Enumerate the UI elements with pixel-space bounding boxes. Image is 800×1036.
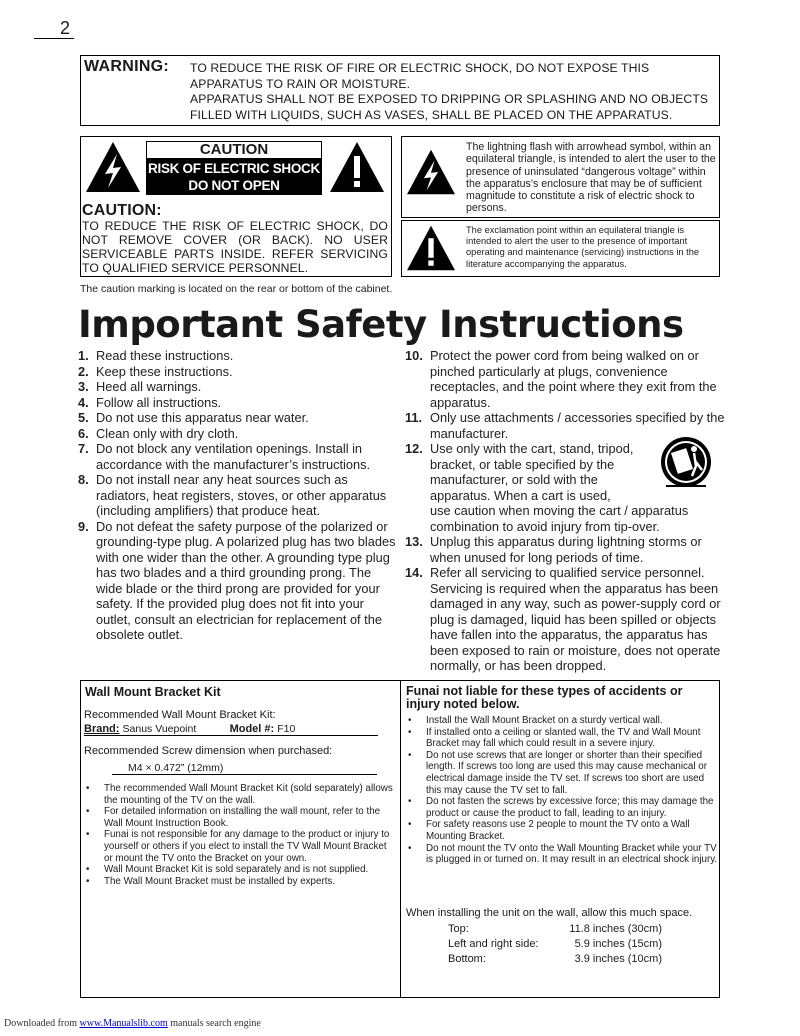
instruction-item: 10. Protect the power cord from being walked on or pinched particularly at plugs, convenience receptacles, and the point where they exit from the apparatus. [405, 348, 717, 410]
instruction-item: 5. Do not use this apparatus near water. [78, 410, 309, 425]
funai-liability-bullets [408, 715, 720, 866]
screw-dimension-value: M4 × 0.472” (12mm) [112, 762, 377, 775]
instruction-item-continued: use caution when moving the cart / apparatus combination to avoid injury from tip-over. [430, 503, 689, 534]
instruction-item: 6. Clean only with dry cloth. [78, 425, 239, 441]
list-item: • The Wall Mount Bracket must be installed by experts. [86, 875, 336, 887]
caution-heading: CAUTION: [82, 202, 162, 219]
instruction-item: 14. Refer all servicing to qualified service personnel. Servicing is required when the apparatus has been damaged in any way, such as power-supply cord or plug is damaged, liquid has been spilled or objects have fallen into the apparatus, the apparatus has been exposed to rain or moisture, does not operate normally, or has been dropped. [405, 565, 721, 673]
exclamation-symbol-icon [405, 224, 457, 272]
list-item: • For safety reasons use 2 people to mount the TV onto a Wall Mounting Bracket. [408, 819, 690, 842]
instruction-item: 4. Follow all instructions. [78, 394, 222, 410]
instruction-item: 2. Keep these instructions. [78, 363, 233, 379]
funai-liability-title: Funai not liable for these types of accidents or injury noted below. [406, 684, 683, 711]
instructions-left-column [78, 348, 398, 643]
wall-space-title: When installing the unit on the wall, allow this much space. [406, 907, 693, 919]
warning-label: WARNING: [84, 58, 170, 75]
lightning-symbol-icon [405, 148, 457, 196]
table-row: Left and right side: 5.9 inches (15cm) [448, 938, 662, 950]
list-item: • The recommended Wall Mount Bracket Kit (sold separately) allows the mounting of the TV on the wall. [86, 783, 393, 806]
table-row: Top: 11.8 inches (30cm) [448, 923, 662, 935]
instructions-right-column [405, 348, 725, 674]
wall-mount-divider [400, 680, 401, 998]
risk-of-shock-label [146, 159, 322, 195]
risk-line-1: RISK OF ELECTRIC SHOCK [148, 161, 320, 176]
list-item: • For detailed information on installing the wall mount, refer to the Wall Mount Instruction Book. [86, 806, 381, 829]
wall-mount-bullets [86, 783, 398, 887]
warning-line: APPARATUS SHALL NOT BE EXPOSED TO DRIPPING OR SPLASHING AND NO OBJECTS [190, 92, 709, 106]
table-row: Bottom: 3.9 inches (10cm) [448, 953, 662, 965]
list-item: • Do not mount the TV onto the Wall Mounting Bracket while your TV is plugged in or turned on. It may result in an electrical shock injury. [408, 842, 718, 866]
list-item: • Do not use screws that are longer or shorter than their specified length. If screws too long are used this may cause mechanical or electrical damage inside the TV set. If screws too short are used this may cause the TV set to fall. [408, 749, 707, 796]
lightning-warning-icon [84, 140, 142, 194]
wall-space-table [448, 922, 662, 967]
manualslib-link[interactable]: www.Manualslib.com [79, 1018, 168, 1029]
page-title: Important Safety Instructions [78, 303, 684, 346]
list-item: • Do not fasten the screws by excessive force; this may damage the product or cause the product to fall, leading to an injury. [408, 796, 714, 819]
instruction-item: 9. Do not defeat the safety purpose of the polarized or grounding-type plug. A polarized plug has two blades with one wider than the other. A grounding type plug has two blades and a third grounding prong. The wide blade or the third prong are provided for your safety. If the provided plug does not fit into your outlet, consult an electrician for replacement of the obsolete outlet. [78, 518, 396, 642]
instruction-item: 13. Unplug this apparatus during lightning storms or when unused for long periods of time. [405, 534, 702, 565]
instruction-item: 7. Do not block any ventilation openings. Install in accordance with the manufacturer’s instructions. [78, 441, 371, 472]
risk-line-2: DO NOT OPEN [188, 178, 280, 193]
caution-note: The caution marking is located on the rear or bottom of the cabinet. [80, 283, 393, 295]
caution-body: TO REDUCE THE RISK OF ELECTRIC SHOCK, DO NOT REMOVE COVER (OR BACK). NO USER SERVICEABLE PARTS INSIDE. REFER SERVICING TO QUALIFIED SERVICE PERSONNEL. [82, 219, 388, 275]
list-item: • If installed onto a ceiling or slanted wall, the TV and Wall Mount Bracket may fall which could result in a severe injury. [408, 726, 701, 750]
instruction-item: 1. Read these instructions. [78, 348, 234, 363]
instruction-item: 3. Heed all warnings. [78, 379, 202, 394]
recommended-kit-label: Recommended Wall Mount Bracket Kit: [84, 709, 276, 721]
wall-mount-title: Wall Mount Bracket Kit [85, 685, 221, 699]
warning-line: TO REDUCE THE RISK OF FIRE OR ELECTRIC SHOCK, DO NOT EXPOSE THIS [190, 61, 650, 75]
warning-line: FILLED WITH LIQUIDS, SUCH AS VASES, SHALL BE PLACED ON THE APPARATUS. [190, 107, 673, 122]
instruction-item: 12. Use only with the cart, stand, tripod, bracket, or table specified by the manufacturer, or sold with the apparatus. When a cart is used, [405, 441, 634, 503]
brand-model-line: Brand: Sanus Vuepoint Model #: F10 [84, 723, 378, 736]
download-footer: Downloaded from www.Manualslib.com manuals search engine [4, 1018, 261, 1029]
exclamation-symbol-text: The exclamation point within an equilateral triangle is intended to alert the user to the presence of important operating and maintenance (servicing) instructions in the literature accompanying the apparatus. [466, 225, 700, 269]
warning-line: APPARATUS TO RAIN OR MOISTURE. [190, 76, 411, 91]
instruction-item: 11. Only use attachments / accessories specified by the manufacturer. [405, 410, 725, 441]
cart-tipover-icon [658, 434, 714, 492]
warning-text [190, 61, 708, 123]
page-number: 2 [34, 18, 74, 39]
list-item: • Funai is not responsible for any damage to the product or injury to yourself or others if you elect to install the TV Wall Mount Bracket or mount the TV onto the Bracket on your own. [86, 829, 390, 864]
lightning-symbol-text: The lightning flash with arrowhead symbol, within an equilateral triangle, is intended to alert the user to the presence of uninsulated “dangerous voltage” within the apparatus’s enclosure that may be of sufficient magnitude to constitute a risk of electric shock to persons. [466, 141, 716, 215]
list-item: • Wall Mount Bracket Kit is sold separately and is not supplied. [86, 864, 369, 876]
list-item: • Install the Wall Mount Bracket on a sturdy vertical wall. [408, 715, 663, 726]
exclamation-warning-icon [328, 140, 386, 194]
caution-label: CAUTION [146, 141, 322, 159]
instruction-item: 8. Do not install near any heat sources such as radiators, heat registers, stoves, or other apparatus (including amplifiers) that produce heat. [78, 472, 387, 518]
screw-dimension-label: Recommended Screw dimension when purchased: [84, 745, 333, 757]
